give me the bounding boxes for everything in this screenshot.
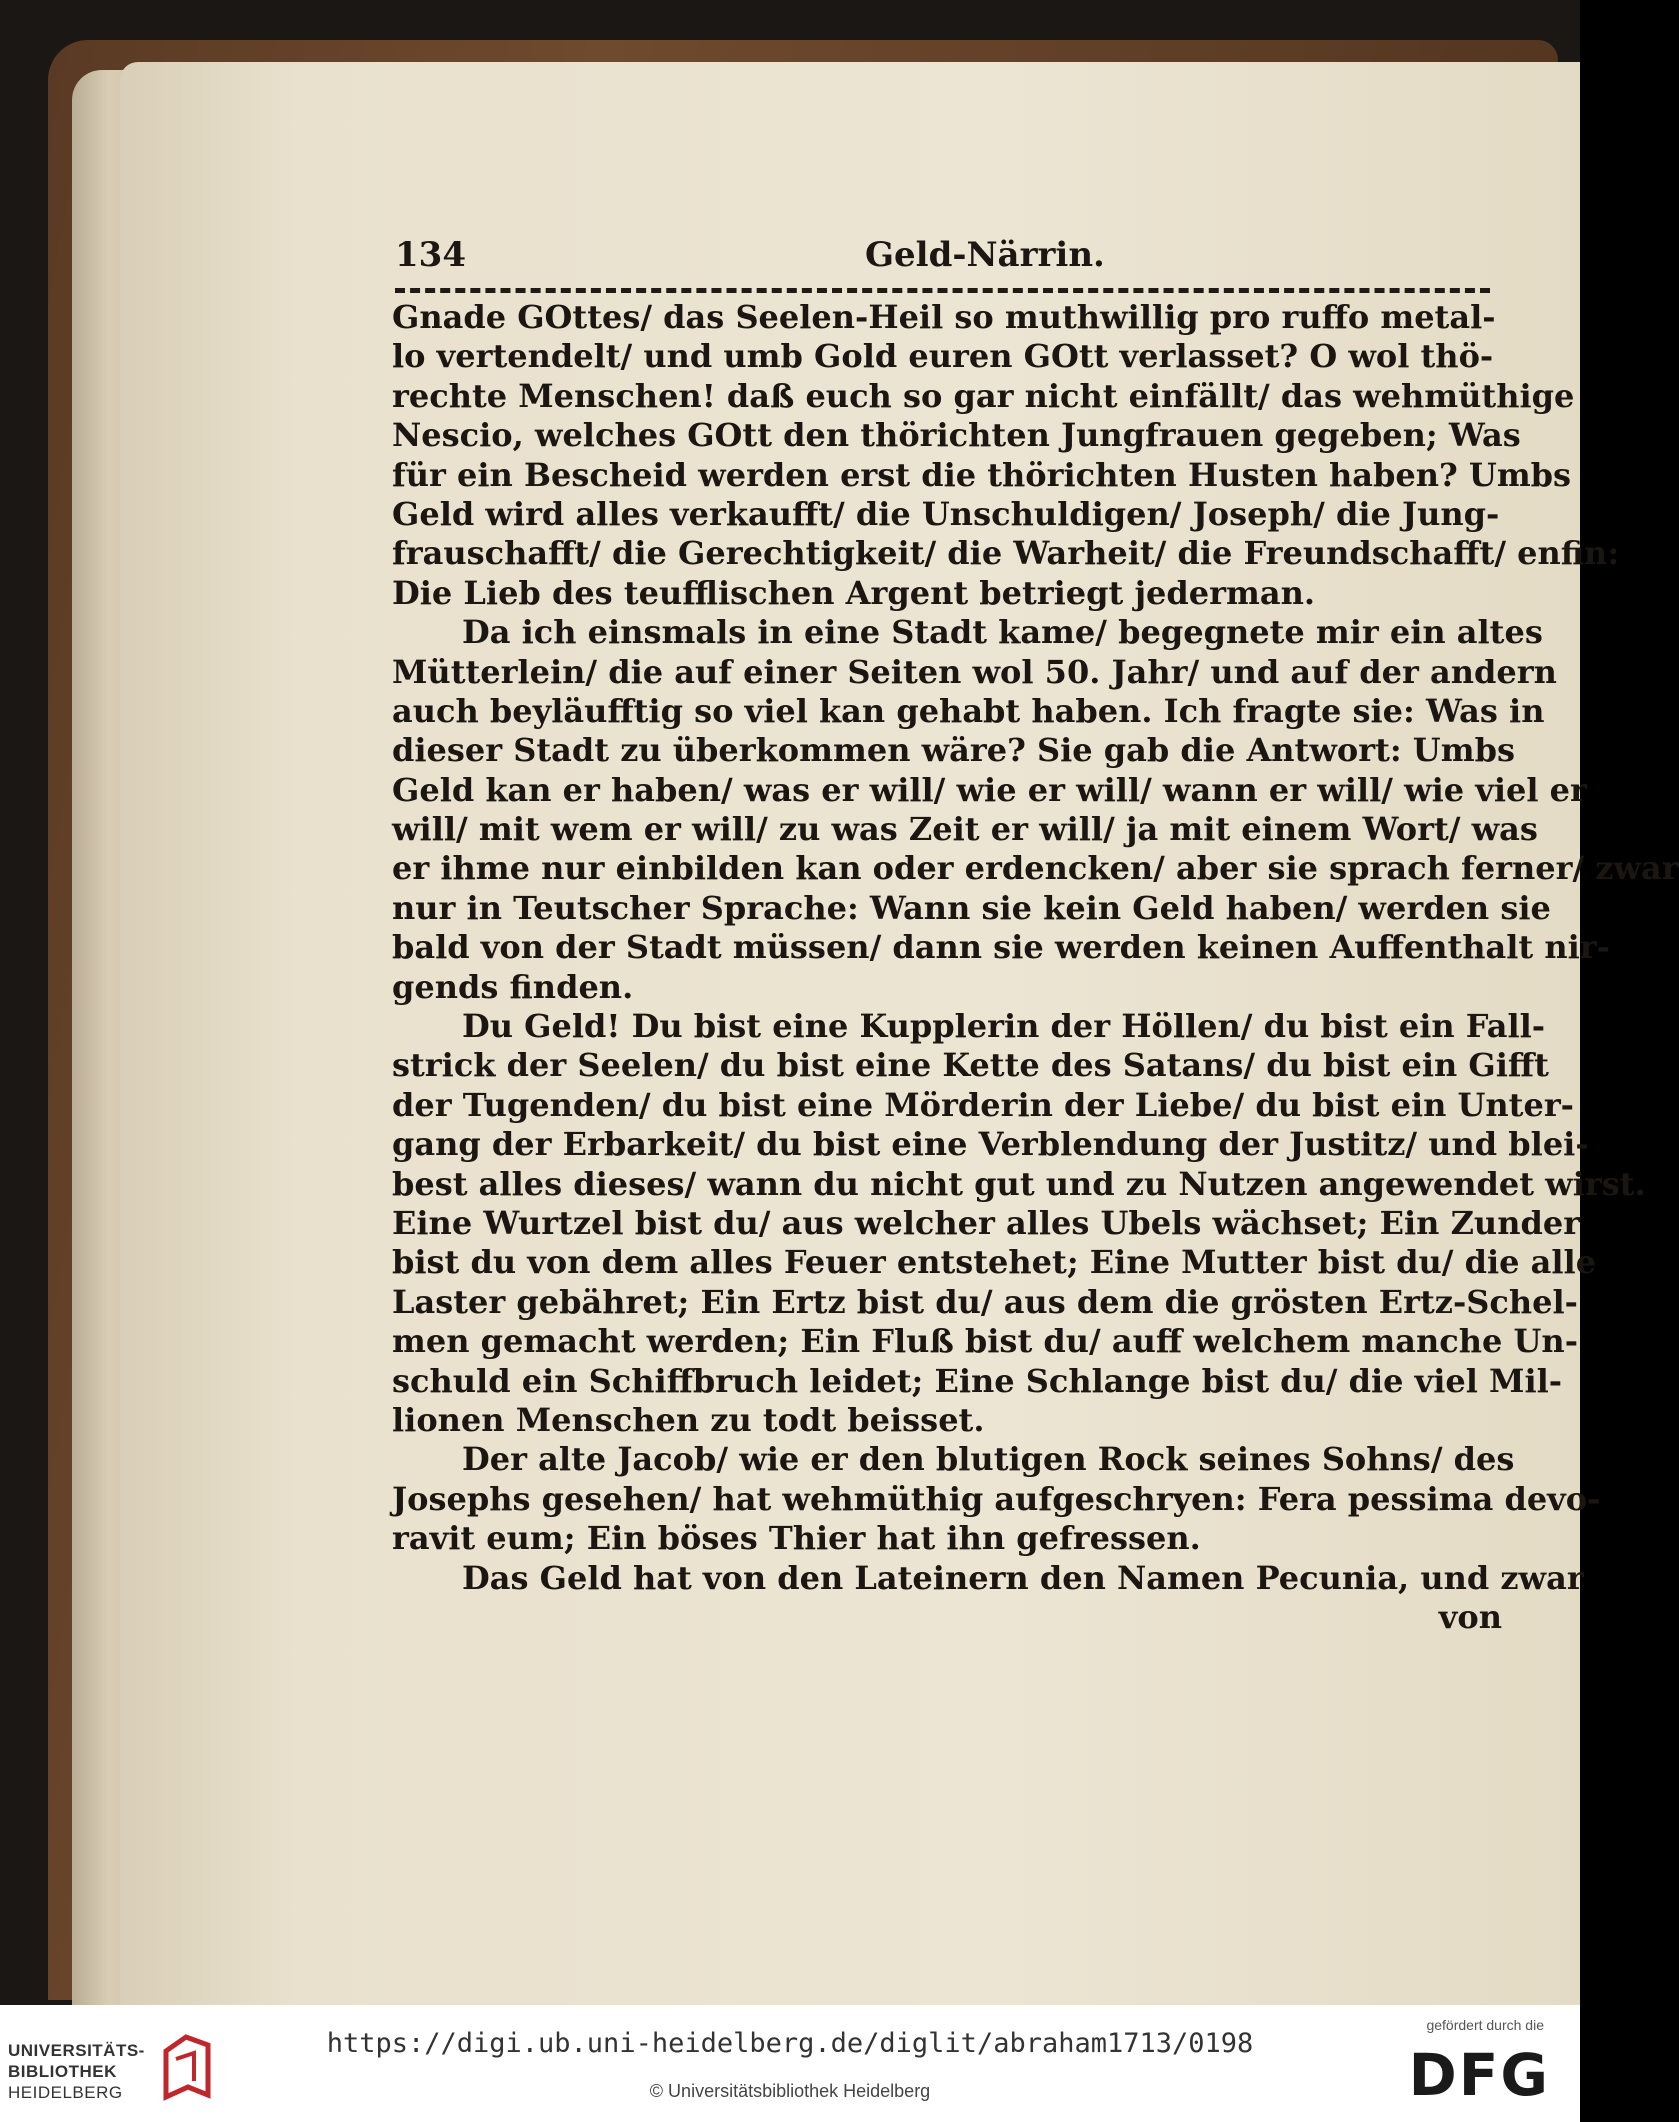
library-name-line2: BIBLIOTHEK (8, 2062, 117, 2081)
text-line: Der alte Jacob/ wie er den blutigen Rock seines Sohns/ des (462, 1440, 1515, 1479)
text-line: ravit eum; Ein böses Thier hat ihn gefressen. (392, 1519, 1201, 1558)
text-line: Du Geld! Du bist eine Kupplerin der Höllen/ du bist ein Fall- (462, 1007, 1546, 1046)
viewer-footer (0, 2005, 1580, 2122)
text-line: der Tugenden/ du bist eine Mörderin der Liebe/ du bist ein Unter- (392, 1085, 1574, 1124)
running-title: Geld-Närrin. (865, 235, 1105, 275)
text-line: Da ich einsmals in eine Stadt kame/ begegnete mir ein altes (462, 613, 1543, 652)
text-line: Laster gebähret; Ein Ertz bist du/ aus dem die grösten Ertz-Schel- (392, 1282, 1578, 1321)
text-line: frauschafft/ die Gerechtigkeit/ die Warheit/ die Freundschafft/ enfin: (392, 534, 1620, 573)
text-line: Eine Wurtzel bist du/ aus welcher alles Ubels wächset; Ein Zunder (392, 1203, 1581, 1242)
text-line: rechte Menschen! daß euch so gar nicht einfällt/ das wehmüthige (392, 376, 1575, 415)
text-line: bist du von dem alles Feuer entstehet; Eine Mutter bist du/ die alle (392, 1243, 1597, 1282)
page-number: 134 (395, 235, 466, 275)
text-line: Josephs gesehen/ hat wehmüthig aufgeschryen: Fera pessima devo- (392, 1479, 1601, 1518)
body-text (392, 298, 1679, 1637)
text-line: bald von der Stadt müssen/ dann sie werden keinen Auffenthalt nir- (392, 928, 1610, 967)
text-line: Gnade GOttes/ das Seelen-Heil so muthwillig pro ruffo metal- (392, 298, 1496, 336)
copyright-notice: © Universitätsbibliothek Heidelberg (649, 2081, 931, 2101)
text-line: best alles dieses/ wann du nicht gut und zu Nutzen angewendet wirst. (392, 1164, 1646, 1203)
dfg-logo[interactable]: DFG (1408, 2041, 1550, 2109)
text-line: gang der Erbarkeit/ du bist eine Verblendung der Justitz/ und blei- (392, 1125, 1589, 1164)
text-line: er ihme nur einbilden kan oder erdencken/ aber sie sprach ferner/ zwar (392, 849, 1679, 888)
text-line: strick der Seelen/ du bist eine Kette des Satans/ du bist ein Gifft (392, 1046, 1549, 1085)
header-rule (395, 288, 1490, 293)
funder-label: gefördert durch die (1426, 2017, 1544, 2033)
text-line: will/ mit wem er will/ zu was Zeit er will/ ja mit einem Wort/ was (392, 810, 1538, 849)
text-line: Nescio, welches GOtt den thörichten Jungfrauen gegeben; Was (392, 416, 1521, 455)
library-name-line3: HEIDELBERG (8, 2083, 123, 2102)
text-line: gends finden. (392, 967, 634, 1006)
library-name-line1: UNIVERSITÄTS- (8, 2041, 145, 2060)
page-header (395, 235, 1485, 285)
text-line: Die Lieb des teufflischen Argent betriegt jederman. (392, 573, 1315, 612)
text-line: Mütterlein/ die auf einer Seiten wol 50. Jahr/ und auf der andern (392, 652, 1557, 691)
text-line: lionen Menschen zu todt beisset. (392, 1400, 985, 1439)
text-line: für ein Bescheid werden erst die thörichten Husten haben? Umbs (392, 455, 1572, 494)
text-line: dieser Stadt zu überkommen wäre? Sie gab die Antwort: Umbs (392, 731, 1515, 770)
text-line: Geld kan er haben/ was er will/ wie er will/ wann er will/ wie viel er (392, 770, 1587, 809)
text-line: schuld ein Schiffbruch leidet; Eine Schlange bist du/ die viel Mil- (392, 1361, 1563, 1400)
text-line: lo vertendelt/ und umb Gold euren GOtt verlasset? O wol thö- (392, 337, 1494, 376)
text-line: men gemacht werden; Ein Fluß bist du/ auff welchem manche Un- (392, 1322, 1578, 1361)
catchword: von (1438, 1597, 1502, 1636)
text-line: Geld wird alles verkaufft/ die Unschuldigen/ Joseph/ die Jung- (392, 494, 1500, 533)
text-line: Das Geld hat von den Lateinern den Namen Pecunia, und zwar (462, 1558, 1584, 1597)
permalink-url[interactable]: https://digi.ub.uni-heidelberg.de/diglit/abraham1713/0198 (326, 2028, 1254, 2059)
text-line: nur in Teutscher Sprache: Wann sie kein Geld haben/ werden sie (392, 888, 1551, 927)
text-line: auch beyläufftig so viel kan gehabt haben. Ich fragte sie: Was in (392, 691, 1545, 730)
